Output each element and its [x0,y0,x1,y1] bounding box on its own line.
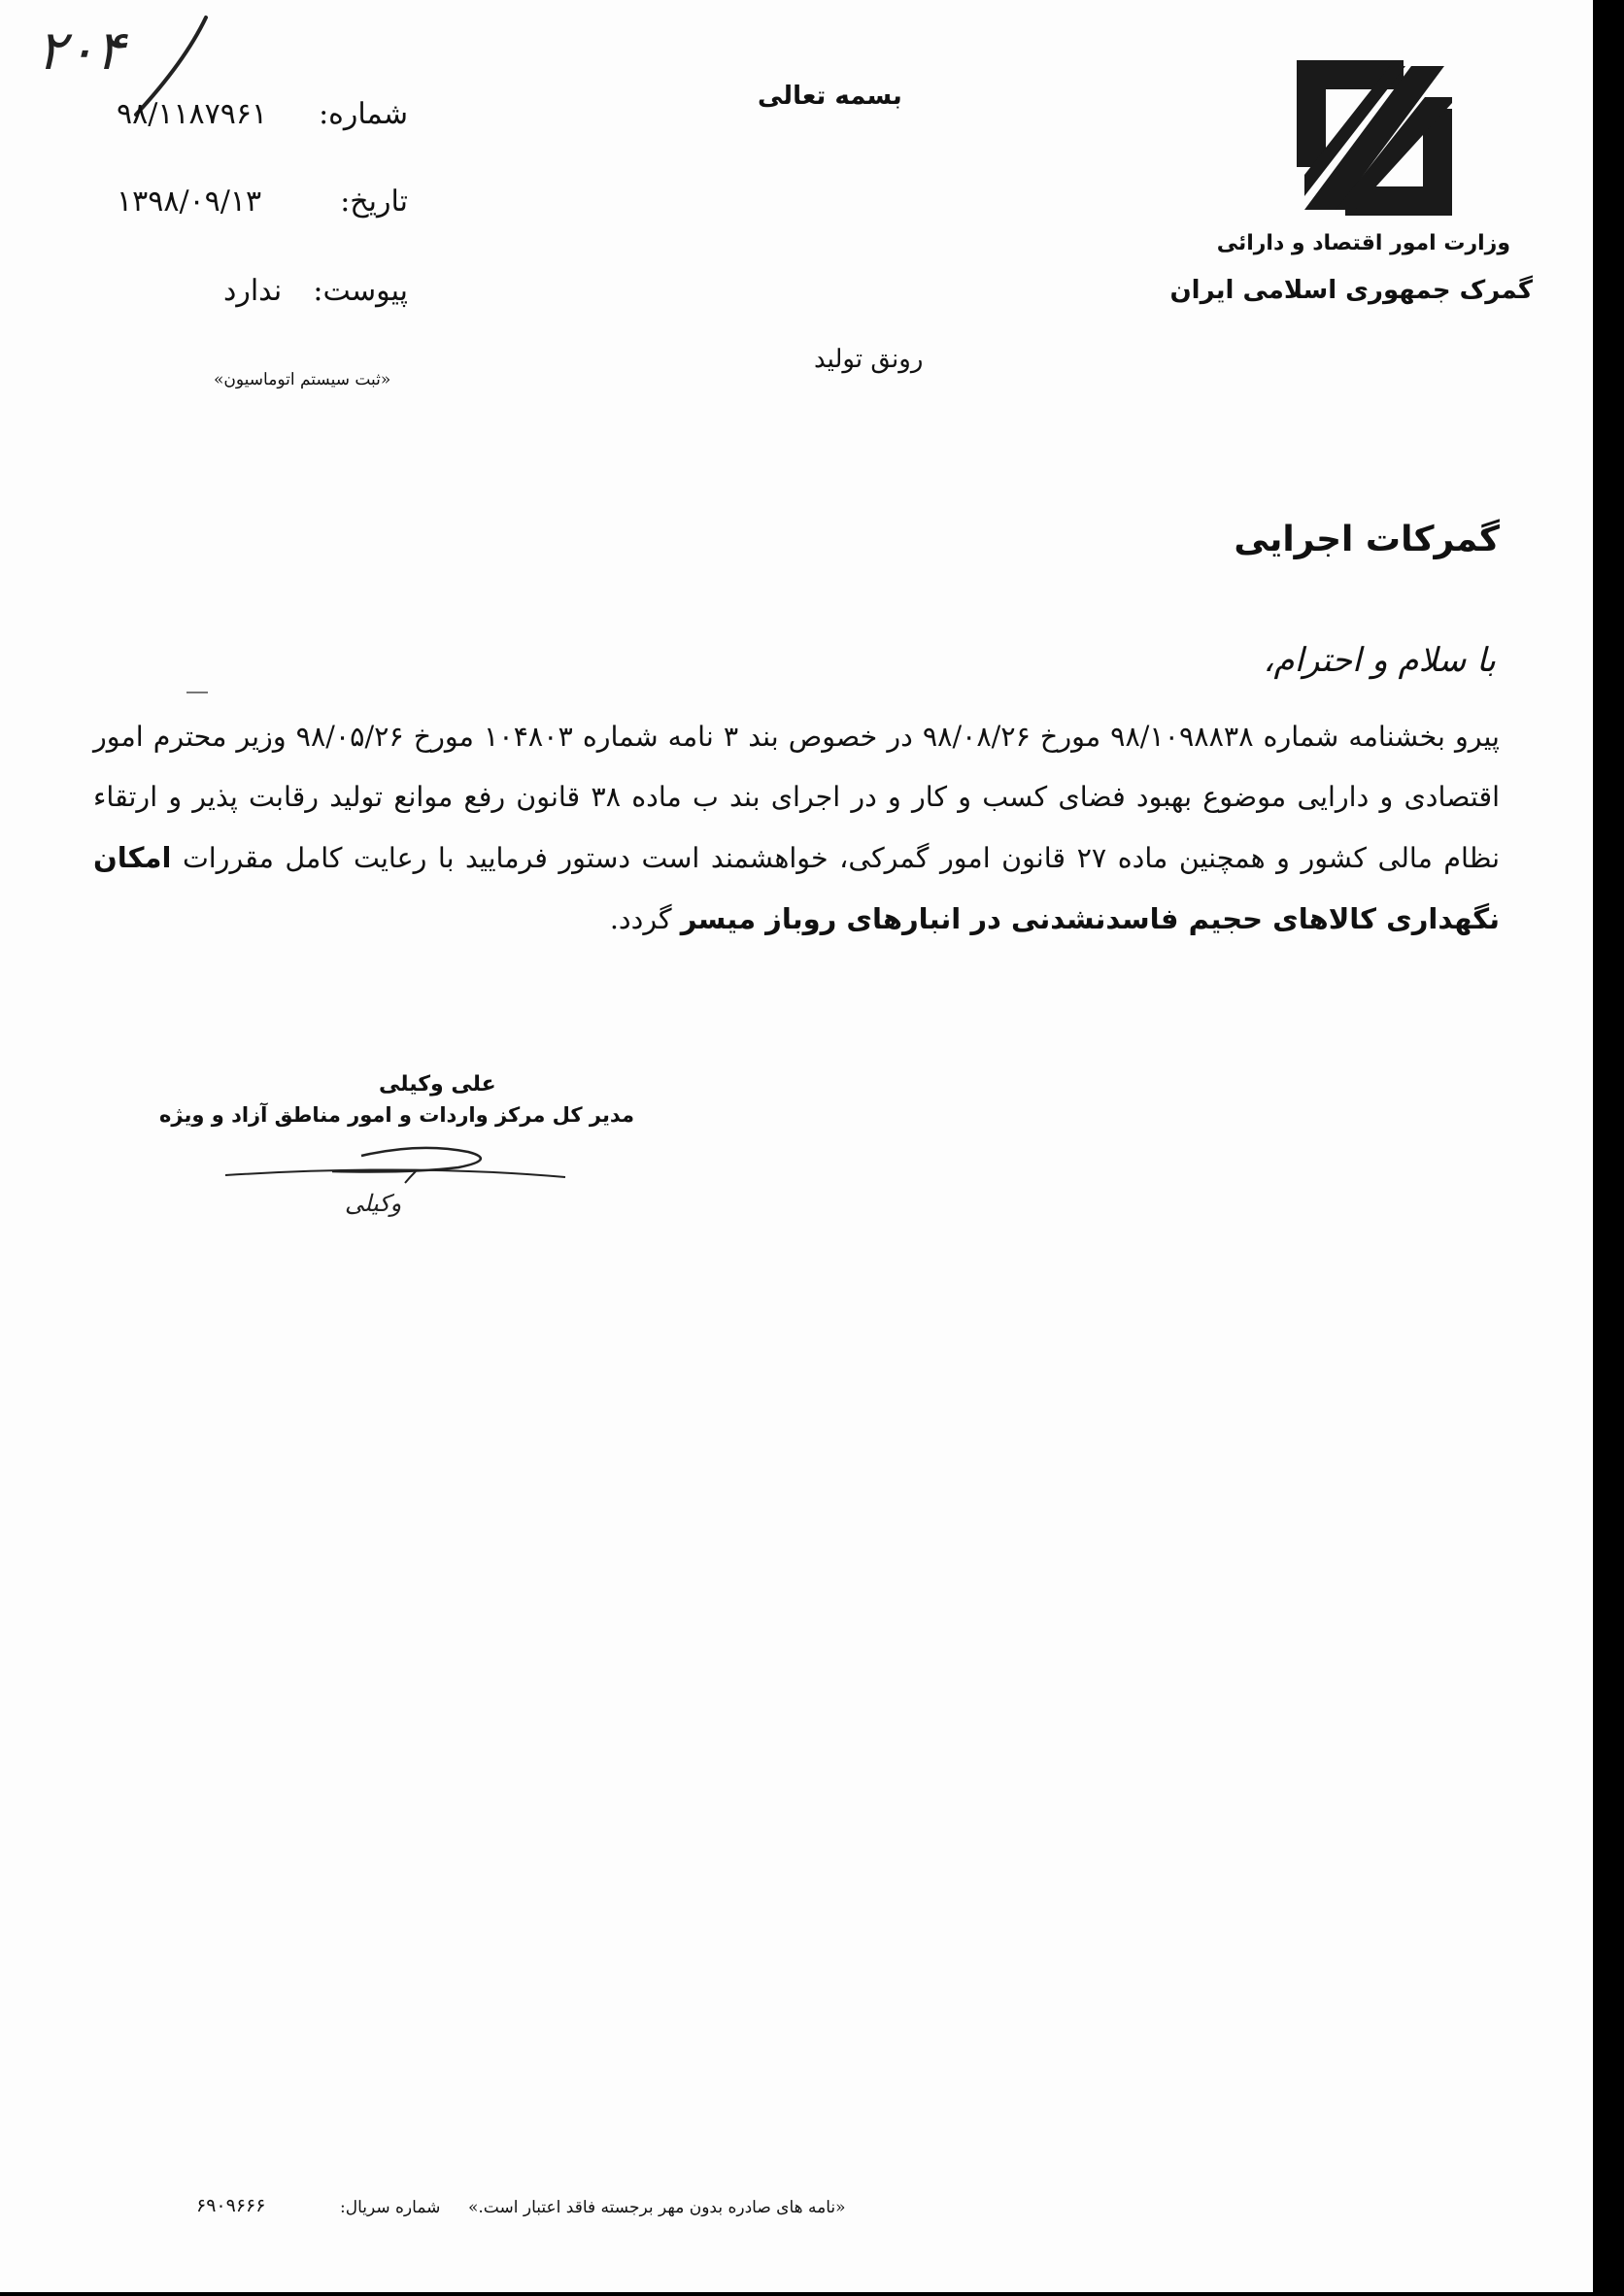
greeting: با سلام و احترام، [1263,641,1496,680]
attachment-row [117,274,408,322]
validity-footer-note: «نامه های صادره بدون مهر برجسته فاقد اعتبار است.» [468,2198,846,2217]
organization-name: گمرک جمهوری اسلامی ایران [1169,276,1533,305]
letter-date-row [117,185,408,233]
letter-number-row [117,97,408,146]
year-slogan: رونق تولید [814,345,924,374]
ministry-name: وزارت امور اقتصاد و دارائی [1216,231,1510,255]
handwritten-reference: ۲۰۴ [37,19,125,83]
attachment-value: ندارد [223,274,283,308]
handwritten-signature [216,1134,585,1241]
customs-logo-icon [1297,60,1452,216]
scan-mark [186,692,208,693]
body-text-main: پیرو بخشنامه شماره ۹۸/۱۰۹۸۸۳۸ مورخ ۹۸/۰۸/۲۶ در خصوص بند ۳ نامه شماره ۱۰۴۸۰۳ مورخ ۹۸/۰۵/۲۶ وزیر محترم امور اقتصادی و دارایی موضوع بهبود فضای کسب و کار و در اجرای بند ب ماده ۳۸ قانون رفع موانع تولید رقابت پذیر و ارتقاء نظام مالی کشور و همچنین ماده ۲۷ قانون امور گمرکی، خواهشمند است دستور فرمایید با رعایت کامل مقررات [93,721,1501,874]
signer-title: مدیر کل مرکز واردات و امور مناطق آزاد و ویژه [159,1103,634,1127]
letter-date-value: ۱۳۹۸/۰۹/۱۳ [117,185,262,219]
body-text-end: گردد. [609,903,672,935]
automation-system-note: «ثبت سیستم اتوماسیون» [214,370,391,389]
handwritten-signature-text: وکیلی [345,1190,402,1217]
serial-number-label: شماره سریال: [340,2198,441,2217]
letter-date-label: تاریخ: [340,185,408,219]
serial-number-value: ۶۹۰۹۶۶۶ [196,2195,266,2216]
letter-body [93,707,1500,950]
attachment-label: پیوست: [313,274,408,308]
bismillah-heading: بسمه تعالی [758,82,902,111]
signer-name: علی وکیلی [379,1072,496,1097]
letter-number-label: شماره: [319,97,408,131]
recipient-heading: گمرکات اجرایی [1234,520,1500,559]
body-text-emphasis: امکان نگهداری کالاهای حجیم فاسدنشدنی در انبارهای روباز میسر [93,841,1500,935]
letter-number-value: ۹۸/۱۱۸۷۹۶۱ [117,97,268,131]
